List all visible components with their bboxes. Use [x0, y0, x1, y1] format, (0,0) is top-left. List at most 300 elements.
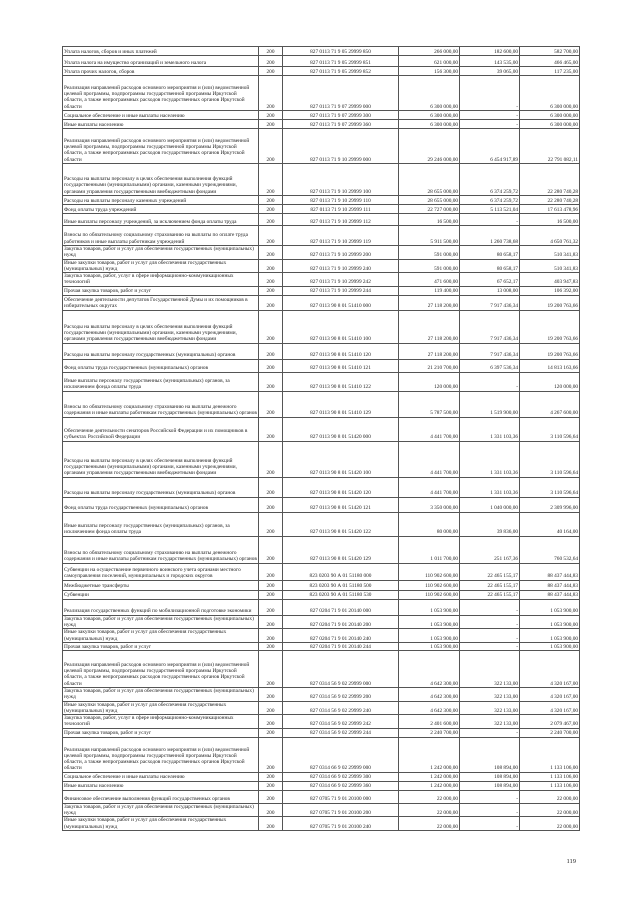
row-executed-cell: 13 008,00: [460, 286, 520, 295]
row-remaining-cell: 22 791 082,11: [520, 129, 580, 164]
row-name-cell: Субвенции на осуществление первичного воинского учета органами местного самоуправления поселений, муниципальных и городских округов: [63, 563, 259, 580]
row-code-cell: 200: [259, 273, 283, 287]
row-kbk-cell: 823 0203 90 А 01 51180 530: [283, 590, 399, 599]
table-body: [63, 47, 580, 831]
row-approved-cell: 1 242 000,00: [399, 772, 460, 781]
table-row: [63, 259, 580, 273]
row-code-cell: 200: [259, 687, 283, 701]
row-name-cell: Реализация направлений расходов основного мероприятия и (или) ведомственной целевой программы, подпрограммы государственной программы Иркутской области, а также непрограммных расходов государственных органов Иркутской области: [63, 76, 259, 111]
row-remaining-cell: 403 947,83: [520, 273, 580, 287]
row-remaining-cell: 6 300 000,00: [520, 111, 580, 120]
row-name-cell: Прочая закупка товаров, работ и услуг: [63, 286, 259, 295]
row-code-cell: 200: [259, 536, 283, 563]
row-executed-cell: 80 658,17: [460, 246, 520, 260]
row-name-cell: Иные закупки товаров, работ и услуг для обеспечения государственных (муниципальных) нужд: [63, 817, 259, 831]
row-remaining-cell: 4 267 600,00: [520, 391, 580, 417]
row-remaining-cell: 22 280 740,28: [520, 164, 580, 196]
row-kbk-cell: 827 0113 90 8 01 51410 122: [283, 372, 399, 391]
row-remaining-cell: 120 000,00: [520, 372, 580, 391]
row-remaining-cell: 1 053 900,00: [520, 629, 580, 643]
row-code-cell: 200: [259, 580, 283, 590]
row-code-cell: 200: [259, 67, 283, 76]
row-approved-cell: 3 350 000,00: [399, 497, 460, 512]
row-approved-cell: 110 902 600,00: [399, 590, 460, 599]
row-remaining-cell: 117 235,00: [520, 67, 580, 76]
table-row: [63, 803, 580, 817]
row-approved-cell: 1 053 900,00: [399, 642, 460, 650]
table-row: [63, 246, 580, 260]
table-row: [63, 273, 580, 287]
table-row: [63, 417, 580, 441]
row-name-cell: Фонд оплаты труда учреждений: [63, 205, 259, 214]
row-approved-cell: 4 441 700,00: [399, 441, 460, 477]
row-approved-cell: 29 246 000,00: [399, 129, 460, 164]
row-code-cell: 200: [259, 111, 283, 120]
row-name-cell: Закупка товаров, работ, услуг в сфере информационно-коммуникационных технологий: [63, 715, 259, 729]
row-code-cell: 200: [259, 615, 283, 629]
row-remaining-cell: 106 392,00: [520, 286, 580, 295]
row-code-cell: 200: [259, 728, 283, 737]
row-remaining-cell: 16 500,00: [520, 214, 580, 226]
row-approved-cell: 27 118 200,00: [399, 295, 460, 310]
row-kbk-cell: 827 0314 56 9 02 29999 244: [283, 728, 399, 737]
row-name-cell: Межбюджетные трансферты: [63, 580, 259, 590]
row-code-cell: 200: [259, 790, 283, 803]
row-code-cell: 200: [259, 599, 283, 615]
row-kbk-cell: 827 0204 71 9 01 20140 000: [283, 599, 399, 615]
row-kbk-cell: 827 0113 71 9 10 29999 112: [283, 214, 399, 226]
row-executed-cell: -: [460, 817, 520, 831]
row-executed-cell: 39 065,00: [460, 67, 520, 76]
row-executed-cell: -: [460, 803, 520, 817]
row-kbk-cell: 827 0113 90 8 01 51410 120: [283, 343, 399, 359]
row-executed-cell: 1 331 103,36: [460, 417, 520, 441]
row-approved-cell: 110 902 600,00: [399, 580, 460, 590]
row-kbk-cell: 827 0314 66 9 02 29999 360: [283, 781, 399, 790]
table-row: [63, 477, 580, 497]
table-row: [63, 76, 580, 111]
row-code-cell: 200: [259, 512, 283, 536]
row-executed-cell: 108 894,00: [460, 737, 520, 772]
row-code-cell: 200: [259, 76, 283, 111]
row-executed-cell: 22 465 155,17: [460, 590, 520, 599]
row-executed-cell: 39 836,00: [460, 512, 520, 536]
row-executed-cell: 22 465 155,17: [460, 563, 520, 580]
row-remaining-cell: 4 320 167,00: [520, 650, 580, 687]
table-row: [63, 111, 580, 120]
table-row: [63, 67, 580, 76]
table-row: [63, 214, 580, 226]
row-kbk-cell: 827 0314 56 9 02 29999 200: [283, 687, 399, 701]
row-remaining-cell: 1 053 900,00: [520, 642, 580, 650]
row-code-cell: 200: [259, 205, 283, 214]
row-remaining-cell: 22 000,00: [520, 790, 580, 803]
row-approved-cell: 22 000,00: [399, 817, 460, 831]
row-remaining-cell: 582 700,00: [520, 47, 580, 56]
row-remaining-cell: 510 341,83: [520, 246, 580, 260]
row-approved-cell: 27 118 200,00: [399, 310, 460, 343]
row-executed-cell: -: [460, 599, 520, 615]
row-kbk-cell: 827 0113 71 9 10 29999 244: [283, 286, 399, 295]
row-code-cell: 200: [259, 246, 283, 260]
row-remaining-cell: 19 200 763,66: [520, 310, 580, 343]
budget-execution-table: [62, 46, 580, 831]
table-row: [63, 728, 580, 737]
row-name-cell: Иные закупки товаров, работ и услуг для обеспечения государственных (муниципальных) нужд: [63, 629, 259, 643]
row-executed-cell: 80 658,17: [460, 259, 520, 273]
row-executed-cell: -: [460, 214, 520, 226]
row-name-cell: Фонд оплаты труда государственных (муниципальных) органов: [63, 497, 259, 512]
row-code-cell: 200: [259, 343, 283, 359]
row-kbk-cell: 827 0705 71 9 01 20100 240: [283, 817, 399, 831]
row-kbk-cell: 827 0113 71 9 05 29999 850: [283, 47, 399, 56]
row-name-cell: Уплата налога на имущество организаций и земельного налога: [63, 56, 259, 67]
table-row: [63, 687, 580, 701]
row-kbk-cell: 827 0204 71 9 01 20140 240: [283, 629, 399, 643]
row-approved-cell: 266 000,00: [399, 47, 460, 56]
row-approved-cell: 16 500,00: [399, 214, 460, 226]
row-name-cell: Расходы на выплаты персоналу в целях обеспечения выполнения функций государственными (муниципальными) органами, казенными учреждениями, органами управления государственными внебюджетными фондами: [63, 310, 259, 343]
row-approved-cell: 1 053 900,00: [399, 629, 460, 643]
row-executed-cell: 1 519 900,00: [460, 391, 520, 417]
table-row: [63, 772, 580, 781]
table-row: [63, 359, 580, 372]
row-remaining-cell: 1 053 900,00: [520, 599, 580, 615]
row-executed-cell: 251 167,36: [460, 536, 520, 563]
row-remaining-cell: 88 437 444,83: [520, 563, 580, 580]
row-executed-cell: 182 600,00: [460, 47, 520, 56]
row-kbk-cell: 827 0113 90 8 01 51420 122: [283, 512, 399, 536]
table-row: [63, 629, 580, 643]
row-remaining-cell: 19 200 763,66: [520, 343, 580, 359]
table-row: [63, 441, 580, 477]
row-remaining-cell: 510 341,83: [520, 259, 580, 273]
row-kbk-cell: 827 0113 71 9 10 29999 119: [283, 226, 399, 246]
row-kbk-cell: 827 0113 71 9 10 29999 110: [283, 196, 399, 205]
row-name-cell: Иные выплаты населению: [63, 781, 259, 790]
row-approved-cell: 28 655 000,00: [399, 196, 460, 205]
row-executed-cell: -: [460, 790, 520, 803]
row-name-cell: Расходы на выплаты персоналу казенных учреждений: [63, 196, 259, 205]
row-executed-cell: 108 894,00: [460, 781, 520, 790]
row-executed-cell: 1 331 103,36: [460, 441, 520, 477]
row-approved-cell: 1 242 000,00: [399, 781, 460, 790]
table-row: [63, 120, 580, 129]
row-code-cell: 200: [259, 701, 283, 715]
row-name-cell: Расходы на выплаты персоналу государственных (муниципальных) органов: [63, 477, 259, 497]
row-name-cell: Взносы по обязательному социальному страхованию на выплаты по оплате труда работников и иные выплаты работникам учреждений: [63, 226, 259, 246]
row-remaining-cell: 1 133 106,00: [520, 737, 580, 772]
row-name-cell: Расходы на выплаты персоналу в целях обеспечения выполнения функций государственными (муниципальными) органами, казенными учреждениями, органами управления государственными внебюджетными фондами: [63, 441, 259, 477]
row-approved-cell: 6 300 000,00: [399, 76, 460, 111]
row-name-cell: Расходы на выплаты персоналу в целях обеспечения выполнения функций государственными (муниципальными) органами, казенными учреждениями, органами управления государственными внебюджетными фондами: [63, 164, 259, 196]
row-approved-cell: 4 441 700,00: [399, 477, 460, 497]
row-remaining-cell: 4 320 167,00: [520, 701, 580, 715]
row-approved-cell: 4 642 300,00: [399, 701, 460, 715]
row-approved-cell: 21 210 700,00: [399, 359, 460, 372]
row-name-cell: Иные выплаты населению: [63, 120, 259, 129]
row-kbk-cell: 827 0113 90 8 01 51410 129: [283, 391, 399, 417]
row-approved-cell: 5 787 500,00: [399, 391, 460, 417]
row-approved-cell: 1 053 900,00: [399, 615, 460, 629]
row-remaining-cell: 88 437 444,83: [520, 580, 580, 590]
row-name-cell: Уплата прочих налогов, сборов: [63, 67, 259, 76]
row-approved-cell: 6 300 000,00: [399, 120, 460, 129]
table-row: [63, 536, 580, 563]
row-code-cell: 200: [259, 590, 283, 599]
row-code-cell: 200: [259, 164, 283, 196]
row-remaining-cell: 466 465,00: [520, 56, 580, 67]
row-name-cell: Закупка товаров, работ, услуг в сфере информационно-коммуникационных технологий: [63, 273, 259, 287]
row-code-cell: 200: [259, 772, 283, 781]
row-kbk-cell: 823 0203 90 А 01 51180 500: [283, 580, 399, 590]
row-kbk-cell: 827 0314 66 9 02 29999 300: [283, 772, 399, 781]
row-executed-cell: 1 260 738,68: [460, 226, 520, 246]
row-executed-cell: -: [460, 120, 520, 129]
row-executed-cell: 6 454 917,89: [460, 129, 520, 164]
row-name-cell: Закупка товаров, работ и услуг для обеспечения государственных (муниципальных) нужд: [63, 246, 259, 260]
row-kbk-cell: 827 0113 71 9 07 29999 000: [283, 76, 399, 111]
row-approved-cell: 4 441 700,00: [399, 417, 460, 441]
row-code-cell: 200: [259, 120, 283, 129]
table-row: [63, 599, 580, 615]
row-executed-cell: 1 331 103,36: [460, 477, 520, 497]
row-approved-cell: 119 400,00: [399, 286, 460, 295]
row-approved-cell: 1 053 900,00: [399, 599, 460, 615]
table-row: [63, 391, 580, 417]
row-code-cell: 200: [259, 803, 283, 817]
row-kbk-cell: 827 0113 71 9 10 29999 200: [283, 246, 399, 260]
row-code-cell: 200: [259, 629, 283, 643]
row-approved-cell: 621 000,00: [399, 56, 460, 67]
row-executed-cell: 5 113 521,04: [460, 205, 520, 214]
row-remaining-cell: 2 079 467,00: [520, 715, 580, 729]
row-code-cell: 200: [259, 417, 283, 441]
row-remaining-cell: 40 164,00: [520, 512, 580, 536]
row-executed-cell: 67 652,17: [460, 273, 520, 287]
row-code-cell: 200: [259, 310, 283, 343]
row-approved-cell: 4 642 300,00: [399, 687, 460, 701]
row-code-cell: 200: [259, 214, 283, 226]
row-kbk-cell: 827 0113 71 9 07 29999 360: [283, 120, 399, 129]
row-remaining-cell: 2 309 996,00: [520, 497, 580, 512]
row-code-cell: 200: [259, 441, 283, 477]
row-approved-cell: 2 240 700,00: [399, 728, 460, 737]
row-approved-cell: 591 000,00: [399, 259, 460, 273]
row-approved-cell: 22 000,00: [399, 803, 460, 817]
row-executed-cell: -: [460, 111, 520, 120]
row-remaining-cell: 2 240 700,00: [520, 728, 580, 737]
row-approved-cell: 1 242 000,00: [399, 737, 460, 772]
row-code-cell: 200: [259, 226, 283, 246]
row-name-cell: Социальное обеспечение и иные выплаты населению: [63, 772, 259, 781]
row-approved-cell: 120 000,00: [399, 372, 460, 391]
row-name-cell: Социальное обеспечение и иные выплаты населению: [63, 111, 259, 120]
row-code-cell: 200: [259, 196, 283, 205]
row-approved-cell: 591 000,00: [399, 246, 460, 260]
row-approved-cell: 110 902 600,00: [399, 563, 460, 580]
row-name-cell: Иные закупки товаров, работ и услуг для обеспечения государственных (муниципальных) нужд: [63, 701, 259, 715]
row-approved-cell: 22 000,00: [399, 790, 460, 803]
row-name-cell: Закупка товаров, работ и услуг для обеспечения государственных (муниципальных) нужд: [63, 687, 259, 701]
row-kbk-cell: 823 0203 90 А 01 51180 000: [283, 563, 399, 580]
row-remaining-cell: 88 437 444,83: [520, 590, 580, 599]
row-approved-cell: 80 000,00: [399, 512, 460, 536]
table-row: [63, 497, 580, 512]
row-approved-cell: 471 600,00: [399, 273, 460, 287]
table-row: [63, 642, 580, 650]
row-kbk-cell: 827 0113 90 8 01 51410 121: [283, 359, 399, 372]
row-approved-cell: 28 655 000,00: [399, 164, 460, 196]
row-executed-cell: 6 374 259,72: [460, 196, 520, 205]
row-kbk-cell: 827 0314 56 9 02 29999 240: [283, 701, 399, 715]
row-executed-cell: 108 894,00: [460, 772, 520, 781]
row-executed-cell: -: [460, 372, 520, 391]
row-kbk-cell: 827 0113 71 9 05 29999 852: [283, 67, 399, 76]
row-name-cell: Закупка товаров, работ и услуг для обеспечения государственных (муниципальных) нужд: [63, 803, 259, 817]
row-executed-cell: -: [460, 728, 520, 737]
row-kbk-cell: 827 0113 71 9 10 29999 240: [283, 259, 399, 273]
row-code-cell: 200: [259, 259, 283, 273]
row-kbk-cell: 827 0314 56 9 02 29999 000: [283, 650, 399, 687]
row-code-cell: 200: [259, 497, 283, 512]
table-row: [63, 129, 580, 164]
table-row: [63, 226, 580, 246]
table-row: [63, 47, 580, 56]
row-executed-cell: 322 133,00: [460, 650, 520, 687]
row-kbk-cell: 827 0113 90 8 01 51420 120: [283, 477, 399, 497]
table-row: [63, 650, 580, 687]
row-executed-cell: 322 133,00: [460, 715, 520, 729]
table-row: [63, 310, 580, 343]
row-approved-cell: 156 300,00: [399, 67, 460, 76]
row-executed-cell: 322 133,00: [460, 701, 520, 715]
row-remaining-cell: 22 000,00: [520, 817, 580, 831]
row-code-cell: 200: [259, 295, 283, 310]
row-remaining-cell: 22 280 740,28: [520, 196, 580, 205]
row-kbk-cell: 827 0113 71 9 10 29999 000: [283, 129, 399, 164]
row-name-cell: Иные выплаты персоналу государственных (муниципальных) органов, за исключением фонда оплаты труда: [63, 512, 259, 536]
row-kbk-cell: 827 0113 71 9 10 29999 111: [283, 205, 399, 214]
row-name-cell: Реализация направлений расходов основного мероприятия и (или) ведомственной целевой программы, подпрограммы государственной программы Иркутской области, а также непрограммных расходов государственных органов Иркутской области: [63, 737, 259, 772]
table-row: [63, 563, 580, 580]
row-name-cell: Финансовое обеспечение выполнения функций государственных органов: [63, 790, 259, 803]
table-row: [63, 196, 580, 205]
row-approved-cell: 1 011 700,00: [399, 536, 460, 563]
row-code-cell: 200: [259, 563, 283, 580]
row-kbk-cell: 827 0113 71 9 07 29999 300: [283, 111, 399, 120]
row-executed-cell: -: [460, 615, 520, 629]
row-name-cell: Реализация направлений расходов основного мероприятия и (или) ведомственной целевой программы, подпрограммы государственной программы Иркутской области, а также непрограммных расходов государственных органов Иркутской области: [63, 129, 259, 164]
row-name-cell: Реализация государственных функций по мобилизационной подготовке экономики: [63, 599, 259, 615]
row-remaining-cell: 3 110 596,64: [520, 441, 580, 477]
row-remaining-cell: 3 110 596,64: [520, 477, 580, 497]
row-code-cell: 200: [259, 391, 283, 417]
row-executed-cell: -: [460, 629, 520, 643]
row-code-cell: 200: [259, 372, 283, 391]
row-kbk-cell: 827 0314 66 9 02 29999 000: [283, 737, 399, 772]
row-name-cell: Взносы по обязательному социальному страхованию на выплаты денежного содержания и иные выплаты работникам государственных (муниципальных) органов: [63, 536, 259, 563]
row-kbk-cell: 827 0113 71 9 10 29999 100: [283, 164, 399, 196]
row-kbk-cell: 827 0113 90 8 01 51420 129: [283, 536, 399, 563]
row-name-cell: Фонд оплаты труда государственных (муниципальных) органов: [63, 359, 259, 372]
row-remaining-cell: 1 053 900,00: [520, 615, 580, 629]
row-approved-cell: 22 727 000,00: [399, 205, 460, 214]
table-row: [63, 715, 580, 729]
table-row: [63, 701, 580, 715]
row-remaining-cell: 17 613 478,96: [520, 205, 580, 214]
row-kbk-cell: 827 0314 56 9 02 29999 242: [283, 715, 399, 729]
row-executed-cell: 322 133,00: [460, 687, 520, 701]
row-code-cell: 200: [259, 286, 283, 295]
row-kbk-cell: 827 0113 90 8 01 51420 000: [283, 417, 399, 441]
table-row: [63, 781, 580, 790]
row-kbk-cell: 827 0705 71 9 01 20100 000: [283, 790, 399, 803]
row-name-cell: Иные выплаты персоналу учреждений, за исключением фонда оплаты труда: [63, 214, 259, 226]
table-row: [63, 790, 580, 803]
row-name-cell: Прочая закупка товаров, работ и услуг: [63, 728, 259, 737]
row-code-cell: 200: [259, 817, 283, 831]
row-name-cell: Уплата налогов, сборов и иных платежей: [63, 47, 259, 56]
row-remaining-cell: 14 813 163,66: [520, 359, 580, 372]
row-remaining-cell: 6 300 000,00: [520, 76, 580, 111]
row-name-cell: Прочая закупка товаров, работ и услуг: [63, 642, 259, 650]
row-approved-cell: 2 401 600,00: [399, 715, 460, 729]
row-code-cell: 200: [259, 477, 283, 497]
table-row: [63, 295, 580, 310]
table-row: [63, 590, 580, 599]
table-row: [63, 56, 580, 67]
row-executed-cell: 1 040 000,00: [460, 497, 520, 512]
row-remaining-cell: 3 110 596,64: [520, 417, 580, 441]
row-kbk-cell: 827 0705 71 9 01 20100 200: [283, 803, 399, 817]
row-kbk-cell: 827 0204 71 9 01 20140 200: [283, 615, 399, 629]
row-code-cell: 200: [259, 650, 283, 687]
row-executed-cell: 7 917 436,34: [460, 295, 520, 310]
row-code-cell: 200: [259, 781, 283, 790]
table-row: [63, 580, 580, 590]
row-kbk-cell: 827 0113 71 9 05 29999 851: [283, 56, 399, 67]
table-row: [63, 615, 580, 629]
row-kbk-cell: 827 0113 90 8 01 51410 000: [283, 295, 399, 310]
row-remaining-cell: 19 200 763,66: [520, 295, 580, 310]
table-row: [63, 512, 580, 536]
row-name-cell: Иные выплаты персоналу государственных (муниципальных) органов, за исключением фонда оплаты труда: [63, 372, 259, 391]
row-executed-cell: -: [460, 76, 520, 111]
row-remaining-cell: 4 650 761,32: [520, 226, 580, 246]
row-name-cell: Обеспечение деятельности депутатов Государственной Думы и их помощников в избирательных округах: [63, 295, 259, 310]
row-executed-cell: 7 917 436,34: [460, 343, 520, 359]
row-remaining-cell: 1 133 106,00: [520, 781, 580, 790]
row-code-cell: 200: [259, 129, 283, 164]
page-number: 119: [566, 858, 576, 865]
row-name-cell: Расходы на выплаты персоналу государственных (муниципальных) органов: [63, 343, 259, 359]
row-executed-cell: 7 917 436,34: [460, 310, 520, 343]
row-code-cell: 200: [259, 642, 283, 650]
row-code-cell: 200: [259, 715, 283, 729]
row-code-cell: 200: [259, 359, 283, 372]
table-row: [63, 164, 580, 196]
row-executed-cell: 143 535,00: [460, 56, 520, 67]
row-code-cell: 200: [259, 56, 283, 67]
row-executed-cell: 22 465 155,17: [460, 580, 520, 590]
row-name-cell: Реализация направлений расходов основного мероприятия и (или) ведомственной целевой программы, подпрограммы государственной программы Иркутской области, а также непрограммных расходов государственных органов Иркутской области: [63, 650, 259, 687]
row-remaining-cell: 4 320 167,00: [520, 687, 580, 701]
table-row: [63, 205, 580, 214]
table-row: [63, 286, 580, 295]
row-executed-cell: -: [460, 642, 520, 650]
row-executed-cell: 6 374 259,72: [460, 164, 520, 196]
